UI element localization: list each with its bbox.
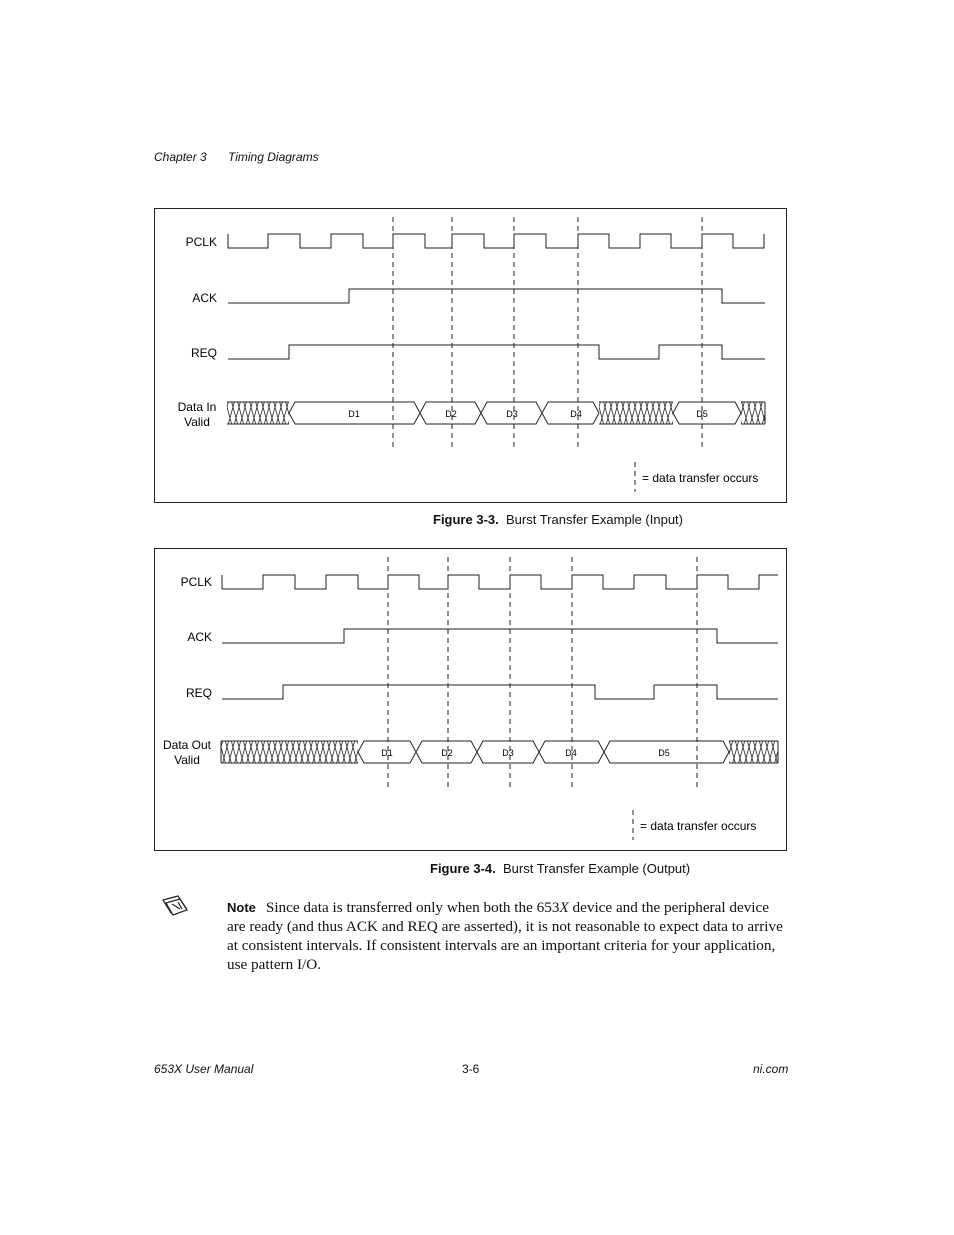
signal-label-req: REQ <box>185 686 212 700</box>
data-cell-d2: D2 <box>445 409 457 419</box>
data-label-line2: Valid <box>184 415 210 429</box>
ack-waveform <box>222 629 778 643</box>
signal-label-ack: ACK <box>187 630 212 644</box>
data-label-line2: Valid <box>174 753 200 767</box>
data-bus <box>227 402 765 424</box>
figure-caption-input <box>433 512 683 527</box>
timing-diagram-input <box>155 209 786 502</box>
ack-waveform <box>228 289 765 303</box>
footer-manual: 653X User Manual <box>154 1062 254 1076</box>
data-bus <box>221 741 778 763</box>
data-cell-d5: D5 <box>658 748 670 758</box>
footer-site: ni.com <box>753 1062 789 1076</box>
pclk-waveform <box>228 234 764 248</box>
chapter-label: Chapter 3 <box>154 150 207 164</box>
timing-diagram-output <box>155 549 786 850</box>
note-icon <box>160 894 192 922</box>
req-waveform <box>222 685 778 699</box>
footer-page-number: 3-6 <box>462 1062 480 1076</box>
note-paragraph <box>227 898 787 974</box>
note-text-x: X <box>559 899 569 916</box>
caption-number: Figure 3-4. <box>430 861 496 876</box>
signal-label-req: REQ <box>190 346 217 360</box>
req-waveform <box>228 345 765 359</box>
data-cell-d5: D5 <box>696 409 708 419</box>
data-cell-d1: D1 <box>381 748 393 758</box>
note-label: Note <box>227 900 256 915</box>
legend-text: = data transfer occurs <box>642 471 759 485</box>
data-cell-d3: D3 <box>502 748 514 758</box>
figure-caption-output <box>430 861 690 876</box>
signal-label-pclk: PCLK <box>180 575 212 589</box>
data-cell-d4: D4 <box>570 409 582 419</box>
figure-input <box>154 208 787 503</box>
caption-text: Burst Transfer Example (Output) <box>502 861 691 876</box>
data-cell-d3: D3 <box>506 409 518 419</box>
signal-label-pclk: PCLK <box>185 235 217 249</box>
figure-output <box>154 548 787 851</box>
caption-number: Figure 3-3. <box>433 512 499 527</box>
data-cell-d1: D1 <box>348 409 360 419</box>
data-label-line1: Data In <box>177 400 217 414</box>
data-cell-d2: D2 <box>441 748 453 758</box>
legend-text: = data transfer occurs <box>640 819 757 833</box>
section-label: Timing Diagrams <box>228 150 319 164</box>
data-label-line1: Data Out <box>162 738 212 752</box>
note-text-a: Since data is transferred only when both the 653 <box>265 899 560 916</box>
pclk-waveform <box>222 575 778 589</box>
note-text-b: device and the peripheral device are ready (and thus ACK and REQ are asserted), it is not reasonable to expect data to arrive at consistent intervals. If consistent intervals are an important criteria for your application, use pattern I/O. <box>227 899 783 973</box>
data-cell-d4: D4 <box>565 748 577 758</box>
caption-text: Burst Transfer Example (Input) <box>505 512 683 527</box>
transfer-markers <box>393 217 702 492</box>
signal-label-ack: ACK <box>192 291 217 305</box>
